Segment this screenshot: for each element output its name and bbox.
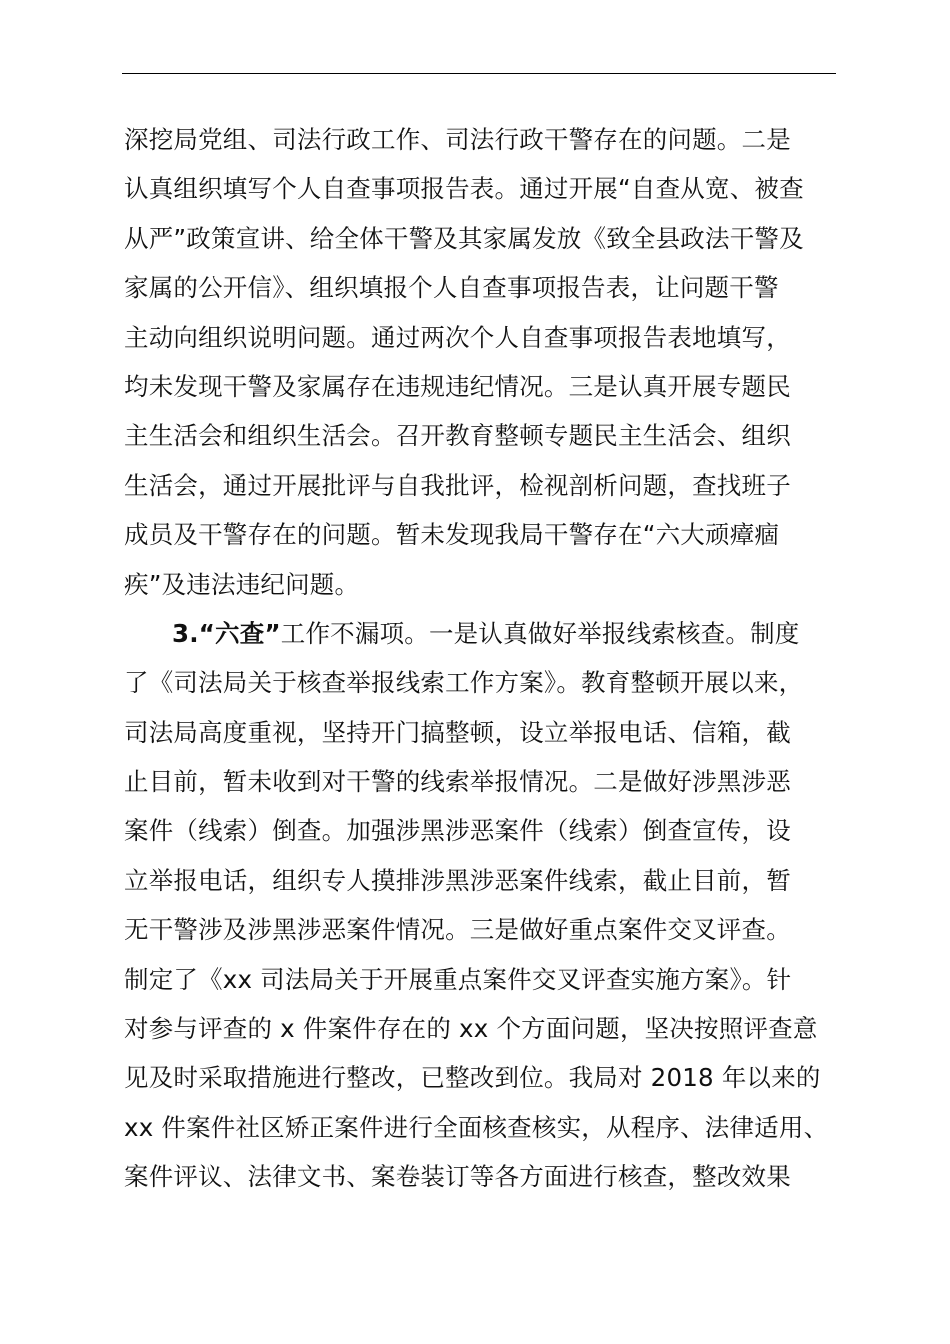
section-3-line-6: 无干警涉及涉黑涉恶案件情况。三是做好重点案件交叉评查。 <box>124 915 791 945</box>
section-3-line-1: 了《司法局关于核查举报线索工作方案》。教育整顿开展以来， <box>124 668 804 698</box>
section-3-heading: 3.“六查” <box>172 618 281 648</box>
text-line-7: 主生活会和组织生活会。召开教育整顿专题民主生活会、组织 <box>124 421 791 451</box>
section-3-line-10: xx 件案件社区矫正案件进行全面核查核实，从程序、法律适用、 <box>124 1112 829 1142</box>
text-line-8: 生活会，通过开展批评与自我批评，检视剖析问题，查找班子 <box>124 470 791 500</box>
section-3-line-9: 见及时采取措施进行整改，已整改到位。我局对 2018 年以来的 <box>124 1063 821 1093</box>
text-line-4: 家属的公开信》、组织填报个人自查事项报告表，让问题干警 <box>124 273 779 303</box>
section-3-line-2: 司法局高度重视，坚持开门搞整顿，设立举报电话、信箱，截 <box>124 717 791 747</box>
section-3-line-11: 案件评议、法律文书、案卷装订等各方面进行核查，整改效果 <box>124 1162 791 1192</box>
text-line-6: 均未发现干警及家属存在违规违纪情况。三是认真开展专题民 <box>124 371 791 401</box>
section-3-line-7: 制定了《xx 司法局关于开展重点案件交叉评查实施方案》。针 <box>124 964 792 994</box>
section-3-line-5: 立举报电话，组织专人摸排涉黑涉恶案件线索，截止目前，暂 <box>124 865 791 895</box>
section-3-line-3: 止目前，暂未收到对干警的线索举报情况。二是做好涉黑涉恶 <box>124 767 791 797</box>
text-line-2: 认真组织填写个人自查事项报告表。通过开展“自查从宽、被查 <box>124 174 804 204</box>
section-3-line-4: 案件（线索）倒查。加强涉黑涉恶案件（线索）倒查宣传，设 <box>124 816 791 846</box>
text-line-1: 深挖局党组、司法行政工作、司法行政干警存在的问题。二是 <box>124 125 791 154</box>
text-line-9: 成员及干警存在的问题。暂未发现我局干警存在“六大顽瘴痼 <box>124 520 780 550</box>
section-3-line-8: 对参与评查的 x 件案件存在的 xx 个方面问题，坚决按照评查意 <box>124 1014 818 1044</box>
document-body <box>124 119 844 1206</box>
text-line-10: 疾”及违法违纪问题。 <box>124 569 360 599</box>
section-3-first-line-text: 工作不漏项。一是认真做好举报线索核查。制度 <box>280 618 800 648</box>
text-line-5: 主动向组织说明问题。通过两次个人自查事项报告表地填写， <box>124 322 791 352</box>
text-line-3: 从严”政策宣讲、给全体干警及其家属发放《致全县政法干警及 <box>124 223 804 253</box>
section-3-first-line <box>124 613 844 662</box>
header-rule <box>122 73 836 74</box>
